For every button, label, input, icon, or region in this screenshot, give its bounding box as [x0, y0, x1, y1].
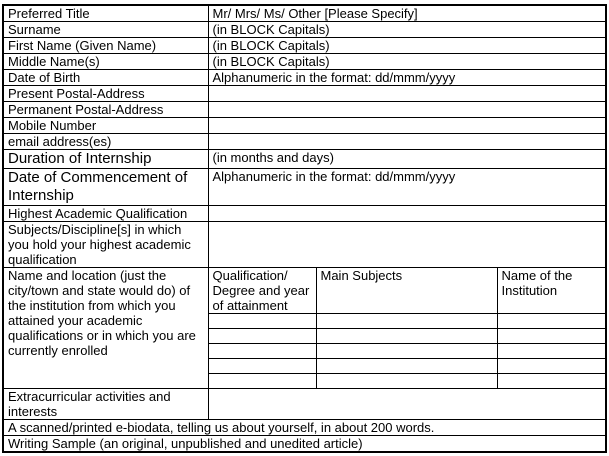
institution-main-subjects-cell[interactable]	[316, 344, 497, 359]
field-label-duration: Duration of Internship	[3, 150, 208, 169]
institution-qualification-cell[interactable]	[208, 329, 316, 344]
field-value-highest-qualification[interactable]	[208, 206, 606, 222]
field-label-present-address: Present Postal-Address	[3, 86, 208, 102]
field-value-subjects[interactable]	[208, 222, 606, 268]
field-label-first-name: First Name (Given Name)	[3, 38, 208, 54]
field-label-mobile-number: Mobile Number	[3, 118, 208, 134]
institution-qualification-cell[interactable]	[208, 344, 316, 359]
institution-qualification-cell[interactable]	[208, 359, 316, 374]
field-value-first-name[interactable]: (in BLOCK Capitals)	[208, 38, 606, 54]
row-extracurricular	[3, 389, 606, 420]
row-middle-name	[3, 54, 606, 70]
field-value-surname[interactable]: (in BLOCK Capitals)	[208, 22, 606, 38]
row-writing-sample-note	[3, 436, 606, 453]
field-label-permanent-address: Permanent Postal-Address	[3, 102, 208, 118]
institution-main-subjects-cell[interactable]	[316, 329, 497, 344]
field-label-institution: Name and location (just the city/town and state would do) of the institution from which you attained your academic qualifications or in which you are currently enrolled	[3, 268, 208, 389]
institution-col-header-institution-name: Name of the Institution	[497, 268, 606, 314]
institution-main-subjects-cell[interactable]	[316, 314, 497, 329]
row-first-name	[3, 38, 606, 54]
field-label-date-of-birth: Date of Birth	[3, 70, 208, 86]
institution-col-header-main-subjects: Main Subjects	[316, 268, 497, 314]
institution-col-header-qualification: Qualification/ Degree and year of attainment	[208, 268, 316, 314]
ebiodata-note-text: A scanned/printed e-biodata, telling us about yourself, in about 200 words.	[3, 420, 606, 436]
row-permanent-address	[3, 102, 606, 118]
institution-name-cell[interactable]	[497, 344, 606, 359]
field-value-extracurricular[interactable]	[208, 389, 606, 420]
row-email-address	[3, 134, 606, 150]
row-mobile-number	[3, 118, 606, 134]
field-label-middle-name: Middle Name(s)	[3, 54, 208, 70]
field-value-present-address[interactable]	[208, 86, 606, 102]
row-duration-of-internship	[3, 150, 606, 169]
field-value-mobile-number[interactable]	[208, 118, 606, 134]
biodata-table	[2, 4, 607, 453]
field-label-highest-qualification: Highest Academic Qualification	[3, 206, 208, 222]
row-institution-header	[3, 268, 606, 314]
row-ebiodata-note	[3, 420, 606, 436]
row-present-address	[3, 86, 606, 102]
writing-sample-note-text: Writing Sample (an original, unpublished and unedited article)	[3, 436, 606, 453]
row-highest-qualification	[3, 206, 606, 222]
institution-qualification-cell[interactable]	[208, 374, 316, 389]
field-value-duration[interactable]: (in months and days)	[208, 150, 606, 169]
row-date-of-birth	[3, 70, 606, 86]
field-label-preferred-title: Preferred Title	[3, 5, 208, 22]
field-label-extracurricular: Extracurricular activities and interests	[3, 389, 208, 420]
field-value-preferred-title[interactable]: Mr/ Mrs/ Ms/ Other [Please Specify]	[208, 5, 606, 22]
institution-name-cell[interactable]	[497, 329, 606, 344]
field-value-permanent-address[interactable]	[208, 102, 606, 118]
institution-qualification-cell[interactable]	[208, 314, 316, 329]
field-value-commencement[interactable]: Alphanumeric in the format: dd/mmm/yyyy	[208, 169, 606, 206]
institution-main-subjects-cell[interactable]	[316, 359, 497, 374]
field-label-subjects: Subjects/Discipline[s] in which you hold your highest academic qualification	[3, 222, 208, 268]
institution-main-subjects-cell[interactable]	[316, 374, 497, 389]
field-value-date-of-birth[interactable]: Alphanumeric in the format: dd/mmm/yyyy	[208, 70, 606, 86]
row-preferred-title	[3, 5, 606, 22]
institution-name-cell[interactable]	[497, 314, 606, 329]
field-value-middle-name[interactable]: (in BLOCK Capitals)	[208, 54, 606, 70]
field-label-surname: Surname	[3, 22, 208, 38]
row-surname	[3, 22, 606, 38]
row-subjects-discipline	[3, 222, 606, 268]
row-date-of-commencement	[3, 169, 606, 206]
institution-name-cell[interactable]	[497, 374, 606, 389]
field-value-email-address[interactable]	[208, 134, 606, 150]
field-label-commencement: Date of Commencement of Internship	[3, 169, 208, 206]
field-label-email-address: email address(es)	[3, 134, 208, 150]
institution-name-cell[interactable]	[497, 359, 606, 374]
